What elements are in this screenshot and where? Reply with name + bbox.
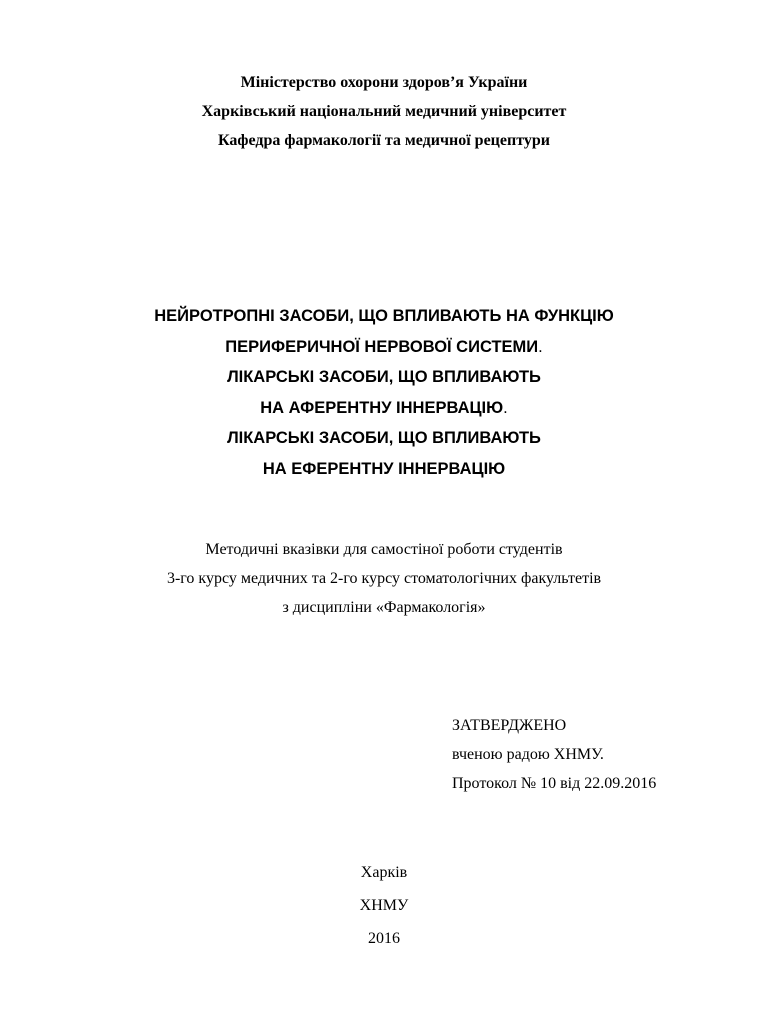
title-line-3: ЛІКАРСЬКІ ЗАСОБИ, ЩО ВПЛИВАЮТЬ — [227, 368, 541, 386]
approval-line-1: ЗАТВЕРДЖЕНО — [452, 717, 567, 734]
ministry-name: Міністерство охорони здоров’я України — [240, 74, 528, 91]
title-line-2-text: ПЕРИФЕРИЧНОЇ НЕРВОВОЇ СИСТЕМИ — [225, 337, 539, 356]
institution-header — [0, 68, 768, 155]
approval-line-2: вченою радою ХНМУ. — [452, 746, 604, 763]
publication-footer — [0, 856, 768, 955]
title-line-2-period: . — [538, 337, 543, 356]
university-name: Харківський національний медичний університет — [201, 103, 567, 120]
subtitle-line-2: 3-го курсу медичних та 2-го курсу стоматологічних факультетів — [166, 570, 602, 587]
publication-city: Харків — [360, 864, 408, 881]
approval-line-3: Протокол № 10 від 22.09.2016 — [452, 775, 657, 792]
title-line-4-text: НА АФЕРЕНТНУ ІННЕРВАЦІЮ — [260, 398, 504, 417]
document-subtitle — [0, 535, 768, 622]
title-line-6: НА ЕФЕРЕНТНУ ІННЕРВАЦІЮ — [262, 459, 506, 478]
publication-year: 2016 — [368, 930, 400, 947]
title-line-4-period: . — [503, 398, 508, 417]
publication-publisher: ХНМУ — [359, 897, 409, 914]
subtitle-line-1: Методичні вказівки для самостіної роботи студентів — [205, 541, 563, 558]
department-name: Кафедра фармакології та медичної рецептури — [218, 132, 550, 149]
title-line-5: ЛІКАРСЬКІ ЗАСОБИ, ЩО ВПЛИВАЮТЬ — [227, 429, 541, 447]
subtitle-line-3: з дисципліни «Фармакологія» — [282, 599, 486, 616]
document-title — [0, 301, 768, 484]
title-line-4 — [0, 393, 768, 424]
title-line-1: НЕЙРОТРОПНІ ЗАСОБИ, ЩО ВПЛИВАЮТЬ НА ФУНКЦІЮ — [154, 307, 614, 325]
title-line-2 — [0, 332, 768, 363]
approval-block — [452, 711, 752, 798]
